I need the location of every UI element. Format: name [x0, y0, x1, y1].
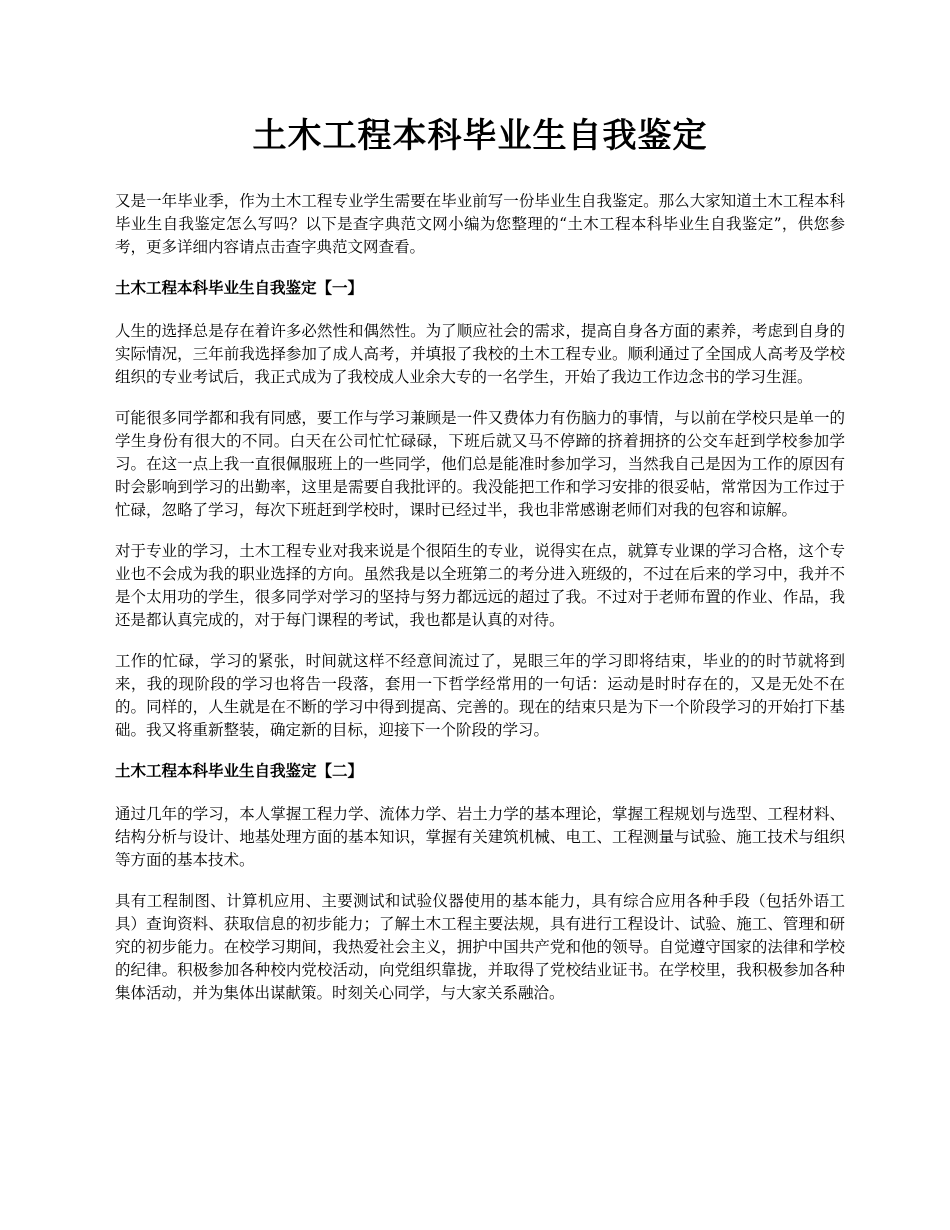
body-paragraph: 人生的选择总是存在着许多必然性和偶然性。为了顺应社会的需求，提高自身各方面的素养，考虑到自身的实际情况，三年前我选择参加了成人高考，并填报了我校的土木工程专业。顺利通过了全国成人高考及学校组织的专业考试后，我正式成为了我校成人业余大专的一名学生，开始了我边工作边念书的学习生涯。	[115, 322, 845, 386]
intro-paragraph: 又是一年毕业季，作为土木工程专业学生需要在毕业前写一份毕业生自我鉴定。那么大家知道土木工程本科毕业生自我鉴定怎么写吗？以下是查字典范文网小编为您整理的“土木工程本科毕业生自我鉴定”，供您参考，更多详细内容请点击查字典范文网查看。	[115, 192, 845, 256]
document-page	[115, 112, 845, 1023]
body-paragraph: 对于专业的学习，土木工程专业对我来说是个很陌生的专业，说得实在点，就算专业课的学习合格，这个专业也不会成为我的职业选择的方向。虽然我是以全班第二的考分进入班级的，不过在后来的学习中，我并不是个太用功的学生，很多同学对学习的坚持与努力都远远的超过了我。不过对于老师布置的作业、作品，我还是都认真完成的，对于每门课程的考试，我也都是认真的对待。	[115, 542, 845, 629]
body-paragraph: 通过几年的学习，本人掌握工程力学、流体力学、岩土力学的基本理论，掌握工程规划与选型、工程材料、结构分析与设计、地基处理方面的基本知识，掌握有关建筑机械、电工、工程测量与试验、施工技术与组织等方面的基本技术。	[115, 805, 845, 869]
document-title: 土木工程本科毕业生自我鉴定	[252, 116, 708, 156]
body-paragraph: 工作的忙碌，学习的紧张，时间就这样不经意间流过了，晃眼三年的学习即将结束，毕业的的时节就将到来，我的现阶段的学习也将告一段落，套用一下哲学经常用的一句话：运动是时时存在的，又是无处不在的。同样的，人生就是在不断的学习中得到提高、完善的。现在的结束只是为下一个阶段学习的开始打下基础。我又将重新整装，确定新的目标，迎接下一个阶段的学习。	[115, 652, 845, 739]
section-two	[115, 760, 845, 1005]
body-paragraph: 具有工程制图、计算机应用、主要测试和试验仪器使用的基本能力，具有综合应用各种手段（包括外语工具）查询资料、获取信息的初步能力；了解土木工程主要法规，具有进行工程设计、试验、施工、管理和研究的初步能力。在校学习期间，我热爱社会主义，拥护中国共产党和他的领导。自觉遵守国家的法律和学校的纪律。积极参加各种校内党校活动，向党组织靠拢，并取得了党校结业证书。在学校里，我积极参加各种集体活动，并为集体出谋献策。时刻关心同学，与大家关系融洽。	[115, 892, 845, 1002]
section-heading: 土木工程本科毕业生自我鉴定【一】	[115, 279, 364, 297]
body-paragraph: 可能很多同学都和我有同感，要工作与学习兼顾是一件又费体力有伤脑力的事情，与以前在学校只是单一的学生身份有很大的不同。白天在公司忙忙碌碌，下班后就又马不停蹄的挤着拥挤的公交车赶到学校参加学习。在这一点上我一直很佩服班上的一些同学，他们总是能准时参加学习，当然我自己是因为工作的原因有时会影响到学习的出勤率，这里是需要自我批评的。我没能把工作和学习安排的很妥帖，常常因为工作过于忙碌，忽略了学习，每次下班赶到学校时，课时已经过半，我也非常感谢老师们对我的包容和谅解。	[115, 409, 845, 519]
section-heading: 土木工程本科毕业生自我鉴定【二】	[115, 762, 364, 780]
section-one	[115, 277, 845, 742]
